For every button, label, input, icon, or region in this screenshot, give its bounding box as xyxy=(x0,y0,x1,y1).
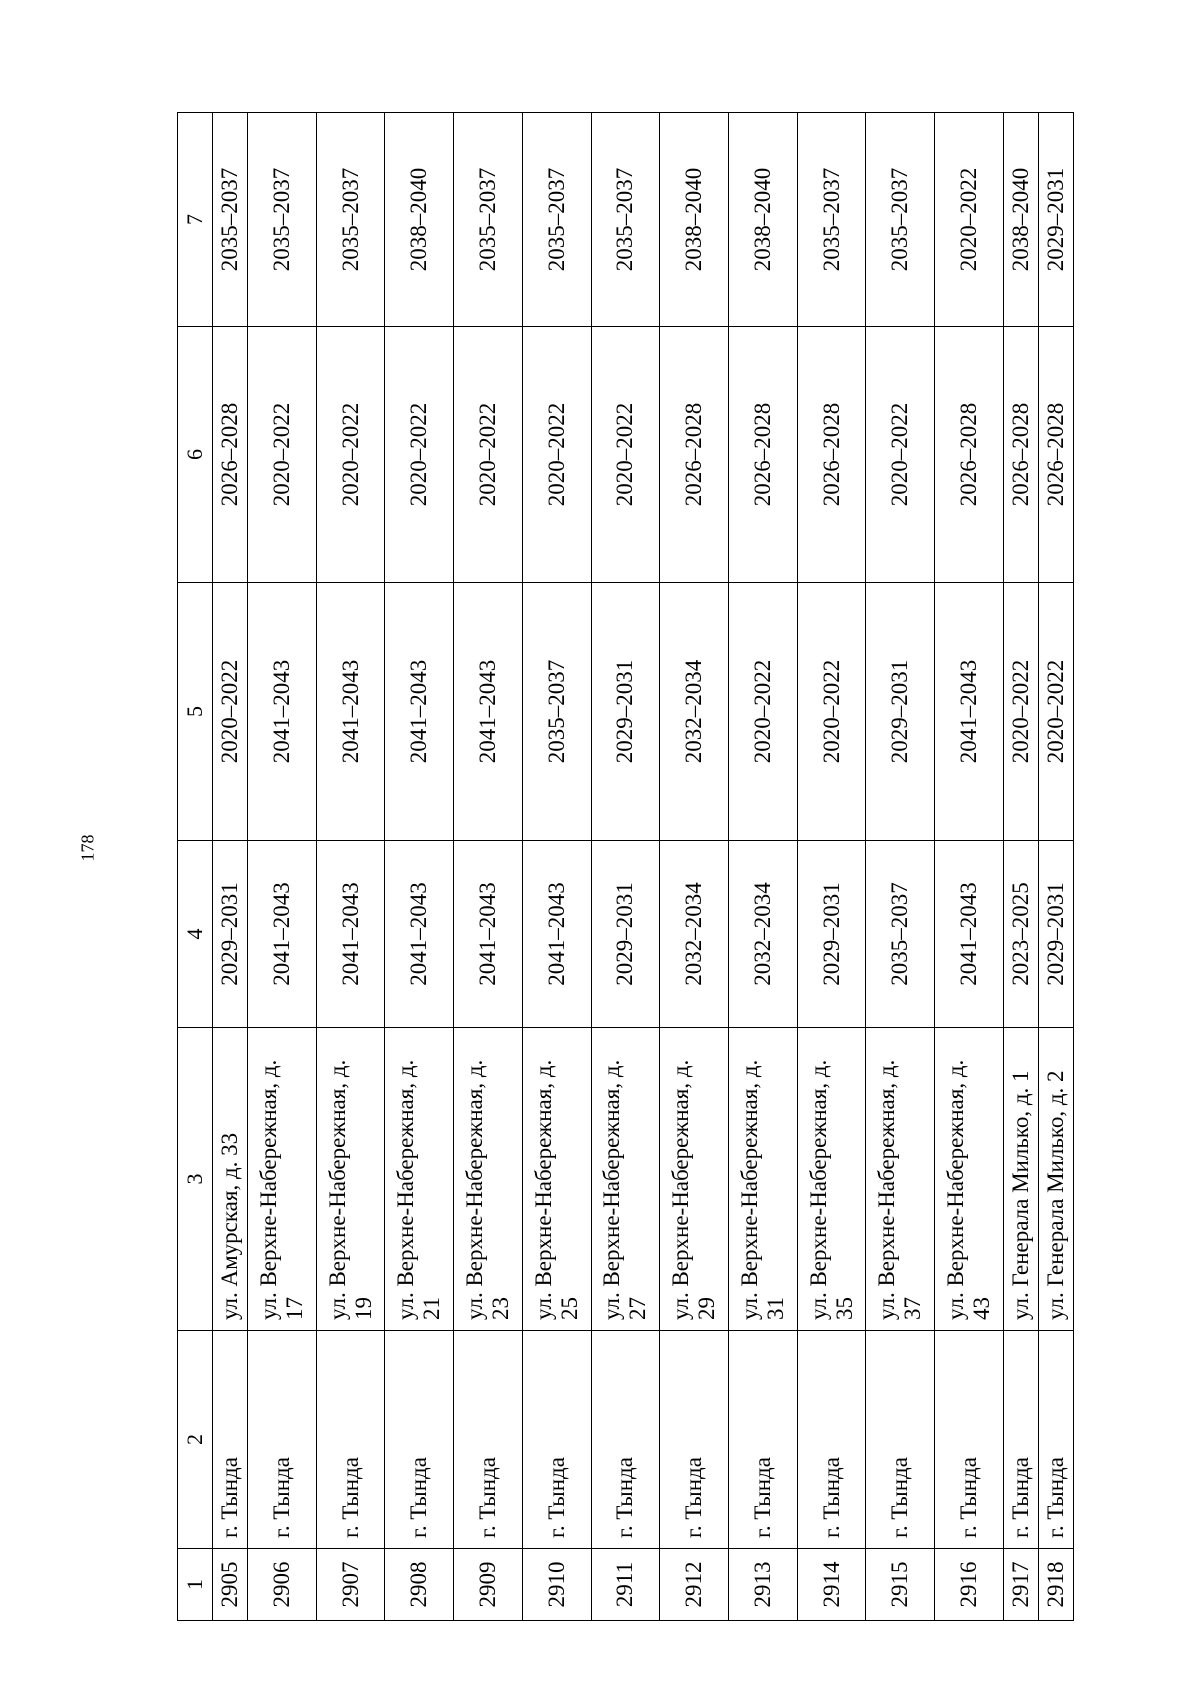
table-row xyxy=(1038,113,1073,1621)
row-period-col7: 2035–2037 xyxy=(454,113,523,327)
row-period-col7: 2035–2037 xyxy=(797,113,866,327)
row-number: 2915 xyxy=(866,1549,935,1621)
row-period-col7: 2035–2037 xyxy=(316,113,385,327)
row-period-col7: 2035–2037 xyxy=(522,113,591,327)
row-period-col7: 2020–2022 xyxy=(935,113,1004,327)
row-period-col5: 2041–2043 xyxy=(316,583,385,841)
table-row xyxy=(522,113,591,1621)
row-period-col6: 2020–2022 xyxy=(248,327,317,583)
row-city: г. Тында xyxy=(591,1331,660,1549)
row-city: г. Тында xyxy=(1038,1331,1073,1549)
row-period-col5: 2041–2043 xyxy=(248,583,317,841)
row-city: г. Тында xyxy=(454,1331,523,1549)
row-period-col4: 2029–2031 xyxy=(797,841,866,1028)
row-period-col4: 2041–2043 xyxy=(935,841,1004,1028)
row-city: г. Тында xyxy=(248,1331,317,1549)
row-period-col5: 2041–2043 xyxy=(385,583,454,841)
row-period-col7: 2035–2037 xyxy=(866,113,935,327)
row-period-col4: 2029–2031 xyxy=(1038,841,1073,1028)
column-header: 4 xyxy=(178,841,213,1028)
row-city: г. Тында xyxy=(1003,1331,1038,1549)
row-period-col6: 2026–2028 xyxy=(935,327,1004,583)
page-number: 178 xyxy=(77,834,98,862)
table-row xyxy=(385,113,454,1621)
registry-table xyxy=(177,112,1074,1621)
column-header: 2 xyxy=(178,1331,213,1549)
row-number: 2909 xyxy=(454,1549,523,1621)
row-period-col7: 2038–2040 xyxy=(729,113,798,327)
row-period-col7: 2035–2037 xyxy=(248,113,317,327)
row-period-col6: 2026–2028 xyxy=(660,327,729,583)
row-period-col4: 2041–2043 xyxy=(454,841,523,1028)
table-body xyxy=(178,113,1074,1621)
row-period-col5: 2035–2037 xyxy=(522,583,591,841)
row-address: ул. Верхне-Набережная, д. 25 xyxy=(522,1028,591,1331)
row-number: 2917 xyxy=(1003,1549,1038,1621)
row-period-col7: 2035–2037 xyxy=(213,113,248,327)
row-city: г. Тында xyxy=(213,1331,248,1549)
row-period-col4: 2041–2043 xyxy=(522,841,591,1028)
row-address: ул. Генерала Милько, д. 1 xyxy=(1003,1028,1038,1331)
row-address: ул. Верхне-Набережная, д. 19 xyxy=(316,1028,385,1331)
row-city: г. Тында xyxy=(797,1331,866,1549)
row-period-col6: 2020–2022 xyxy=(385,327,454,583)
row-address: ул. Верхне-Набережная, д. 21 xyxy=(385,1028,454,1331)
table-row xyxy=(1003,113,1038,1621)
row-period-col7: 2038–2040 xyxy=(660,113,729,327)
row-period-col5: 2020–2022 xyxy=(729,583,798,841)
row-period-col4: 2029–2031 xyxy=(213,841,248,1028)
row-number: 2916 xyxy=(935,1549,1004,1621)
row-city: г. Тында xyxy=(660,1331,729,1549)
row-address: ул. Верхне-Набережная, д. 27 xyxy=(591,1028,660,1331)
row-period-col7: 2035–2037 xyxy=(591,113,660,327)
row-number: 2906 xyxy=(248,1549,317,1621)
row-period-col6: 2020–2022 xyxy=(866,327,935,583)
table-row xyxy=(454,113,523,1621)
row-number: 2918 xyxy=(1038,1549,1073,1621)
row-period-col5: 2041–2043 xyxy=(935,583,1004,841)
row-period-col4: 2032–2034 xyxy=(729,841,798,1028)
column-header: 3 xyxy=(178,1028,213,1331)
row-address: ул. Верхне-Набережная, д. 35 xyxy=(797,1028,866,1331)
row-period-col6: 2026–2028 xyxy=(729,327,798,583)
row-period-col5: 2041–2043 xyxy=(454,583,523,841)
table-row xyxy=(797,113,866,1621)
row-period-col5: 2029–2031 xyxy=(591,583,660,841)
table-row xyxy=(866,113,935,1621)
row-period-col5: 2020–2022 xyxy=(797,583,866,841)
row-address: ул. Верхне-Набережная, д. 31 xyxy=(729,1028,798,1331)
row-number: 2907 xyxy=(316,1549,385,1621)
row-period-col6: 2020–2022 xyxy=(454,327,523,583)
registry-table-wrapper xyxy=(177,113,1074,1621)
table-row xyxy=(591,113,660,1621)
row-period-col7: 2038–2040 xyxy=(385,113,454,327)
row-city: г. Тында xyxy=(935,1331,1004,1549)
row-period-col4: 2041–2043 xyxy=(316,841,385,1028)
row-period-col4: 2023–2025 xyxy=(1003,841,1038,1028)
row-period-col5: 2020–2022 xyxy=(213,583,248,841)
table-row xyxy=(729,113,798,1621)
row-address: ул. Верхне-Набережная, д. 29 xyxy=(660,1028,729,1331)
row-city: г. Тында xyxy=(316,1331,385,1549)
table-row xyxy=(213,113,248,1621)
row-city: г. Тында xyxy=(385,1331,454,1549)
row-period-col6: 2020–2022 xyxy=(522,327,591,583)
column-header: 5 xyxy=(178,583,213,841)
table-row xyxy=(316,113,385,1621)
row-city: г. Тында xyxy=(866,1331,935,1549)
row-address: ул. Амурская, д. 33 xyxy=(213,1028,248,1331)
table-header-row xyxy=(178,113,213,1621)
row-address: ул. Верхне-Набережная, д. 23 xyxy=(454,1028,523,1331)
row-address: ул. Генерала Милько, д. 2 xyxy=(1038,1028,1073,1331)
table-row xyxy=(935,113,1004,1621)
row-period-col6: 2026–2028 xyxy=(213,327,248,583)
row-number: 2913 xyxy=(729,1549,798,1621)
row-number: 2912 xyxy=(660,1549,729,1621)
row-period-col6: 2026–2028 xyxy=(797,327,866,583)
row-number: 2911 xyxy=(591,1549,660,1621)
row-period-col5: 2020–2022 xyxy=(1038,583,1073,841)
row-period-col4: 2029–2031 xyxy=(591,841,660,1028)
row-period-col7: 2029–2031 xyxy=(1038,113,1073,327)
row-period-col7: 2038–2040 xyxy=(1003,113,1038,327)
column-header: 7 xyxy=(178,113,213,327)
row-address: ул. Верхне-Набережная, д. 37 xyxy=(866,1028,935,1331)
row-period-col4: 2032–2034 xyxy=(660,841,729,1028)
row-period-col5: 2029–2031 xyxy=(866,583,935,841)
row-period-col6: 2020–2022 xyxy=(591,327,660,583)
column-header: 6 xyxy=(178,327,213,583)
row-period-col6: 2026–2028 xyxy=(1038,327,1073,583)
row-period-col4: 2041–2043 xyxy=(385,841,454,1028)
column-header: 1 xyxy=(178,1549,213,1621)
row-period-col4: 2041–2043 xyxy=(248,841,317,1028)
row-period-col5: 2020–2022 xyxy=(1003,583,1038,841)
row-number: 2905 xyxy=(213,1549,248,1621)
row-period-col5: 2032–2034 xyxy=(660,583,729,841)
row-number: 2914 xyxy=(797,1549,866,1621)
row-number: 2908 xyxy=(385,1549,454,1621)
row-number: 2910 xyxy=(522,1549,591,1621)
table-row xyxy=(248,113,317,1621)
row-city: г. Тында xyxy=(522,1331,591,1549)
table-row xyxy=(660,113,729,1621)
row-city: г. Тында xyxy=(729,1331,798,1549)
row-period-col4: 2035–2037 xyxy=(866,841,935,1028)
row-period-col6: 2020–2022 xyxy=(316,327,385,583)
row-address: ул. Верхне-Набережная, д. 17 xyxy=(248,1028,317,1331)
row-address: ул. Верхне-Набережная, д. 43 xyxy=(935,1028,1004,1331)
row-period-col6: 2026–2028 xyxy=(1003,327,1038,583)
